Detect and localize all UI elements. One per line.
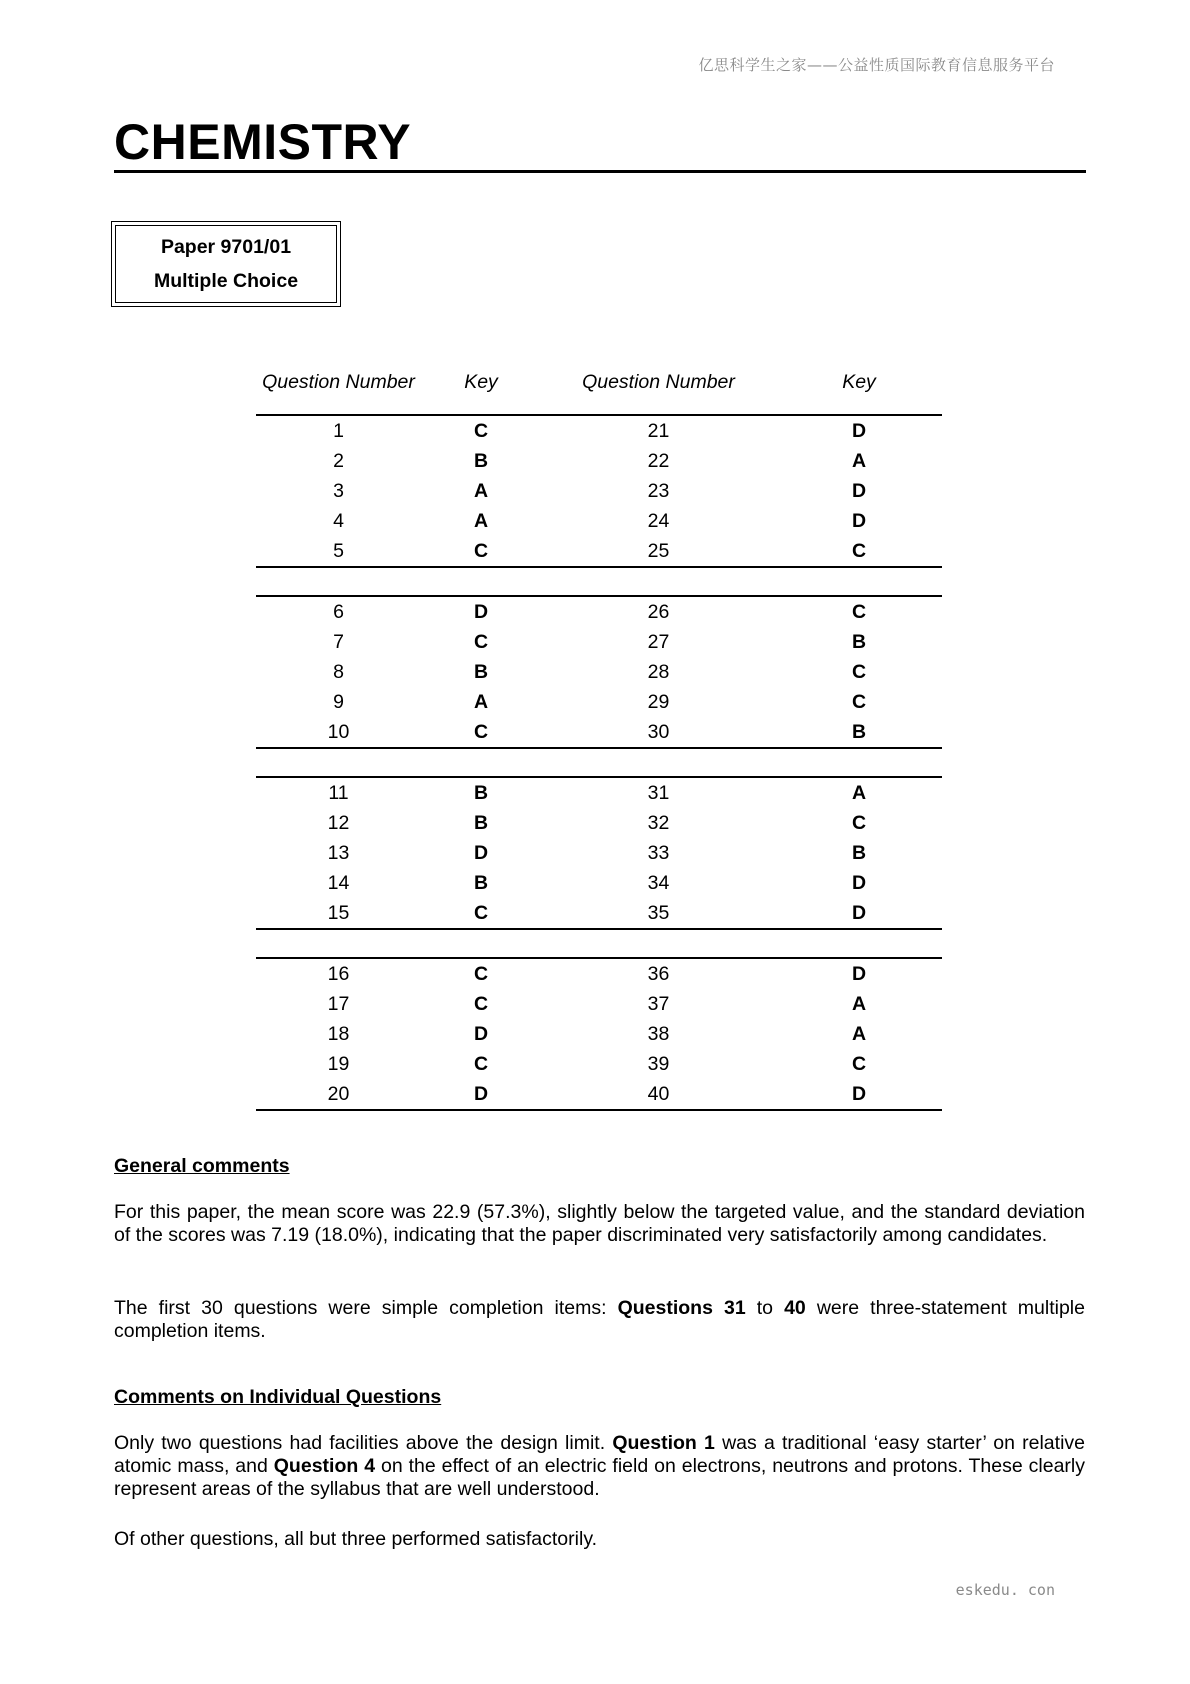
- answer-key-cell: D: [851, 420, 867, 442]
- answer-key-cell: A: [851, 993, 867, 1015]
- question-number-cell: 15: [256, 898, 421, 929]
- answer-key-cell: C: [851, 812, 867, 834]
- answer-key-cell: A: [851, 450, 867, 472]
- question-number-cell: 2: [333, 450, 344, 472]
- answer-key-row: [256, 898, 942, 929]
- question-number-cell: 17: [327, 993, 350, 1015]
- footer-watermark: eskedu. con: [955, 1581, 1055, 1599]
- answer-key-cell: C: [421, 717, 541, 748]
- question-number-cell: 30: [541, 717, 776, 748]
- spacer-cell: [256, 929, 942, 958]
- answer-key-cell: C: [421, 898, 541, 929]
- answer-key-cell: C: [776, 596, 942, 627]
- question-number-cell: 31: [541, 777, 776, 808]
- question-number-cell: 20: [256, 1079, 421, 1110]
- answer-key-cell: C: [473, 420, 489, 442]
- answer-key-row: [256, 476, 942, 506]
- answer-key-body: [256, 415, 942, 1110]
- answer-key-cell: D: [473, 1023, 489, 1045]
- answer-key-row: [256, 536, 942, 567]
- answer-key-row: [256, 687, 942, 717]
- answer-key-row: [256, 777, 942, 808]
- answer-key-cell: C: [851, 661, 867, 683]
- answer-key-cell: A: [473, 480, 489, 502]
- general-comments-para-1: For this paper, the mean score was 22.9 (57.3%), slightly below the targeted value, and the standard deviation of the scores was 7.19 (18.0%), indicating that the paper discriminated very satisfactorily among candidates.: [114, 1201, 1085, 1246]
- question-number-cell: 24: [647, 510, 670, 532]
- spacer-cell: [256, 567, 942, 596]
- question-number-cell: 26: [541, 596, 776, 627]
- answer-key-row: [256, 596, 942, 627]
- answer-key-cell: C: [776, 536, 942, 567]
- question-number-cell: 22: [647, 450, 670, 472]
- question-number-cell: 36: [541, 958, 776, 989]
- group-spacer-row: [256, 929, 942, 958]
- answer-key-row: [256, 958, 942, 989]
- answer-key-row: [256, 1049, 942, 1079]
- answer-key-cell: D: [776, 958, 942, 989]
- answer-key-cell: D: [851, 480, 867, 502]
- answer-key-row: [256, 838, 942, 868]
- question-number-cell: 29: [647, 691, 670, 713]
- bold-span: 40: [784, 1297, 806, 1319]
- question-number-cell: 4: [333, 510, 344, 532]
- question-number-cell: 35: [541, 898, 776, 929]
- answer-key-cell: B: [473, 872, 489, 894]
- answer-key-row: [256, 717, 942, 748]
- answer-key-cell: C: [473, 1053, 489, 1075]
- answer-key-cell: C: [421, 536, 541, 567]
- question-number-cell: 3: [333, 480, 344, 502]
- answer-key-cell: C: [473, 631, 489, 653]
- question-number-cell: 9: [333, 691, 344, 713]
- answer-key-cell: B: [421, 777, 541, 808]
- answer-key-cell: C: [421, 958, 541, 989]
- question-number-cell: 13: [327, 842, 350, 864]
- question-number-cell: 11: [256, 777, 421, 808]
- question-number-cell: 8: [333, 661, 344, 683]
- question-number-cell: 27: [647, 631, 670, 653]
- question-number-cell: 37: [647, 993, 670, 1015]
- paper-code: Paper 9701/01: [160, 236, 292, 258]
- answer-key-cell: A: [473, 510, 489, 532]
- answer-key-row: [256, 506, 942, 536]
- answer-key-cell: D: [776, 898, 942, 929]
- answer-key-cell: B: [473, 812, 489, 834]
- answer-key-header-row: [256, 350, 942, 415]
- spacer-cell: [256, 748, 942, 777]
- key-header-1: Key: [421, 350, 541, 415]
- question-number-cell: 23: [647, 480, 670, 502]
- question-number-cell: 16: [256, 958, 421, 989]
- text-span: on the effect of an electric field on electrons, neutrons and protons. These clearly represent areas of the syllabus that are well understood.: [114, 1455, 1085, 1500]
- bold-span: Question 4: [273, 1455, 376, 1477]
- page-title: CHEMISTRY: [114, 114, 412, 170]
- answer-key-cell: D: [776, 1079, 942, 1110]
- question-number-cell: 34: [647, 872, 670, 894]
- answer-key-row: [256, 415, 942, 446]
- text-span: Only two questions had facilities above the design limit.: [114, 1432, 613, 1454]
- question-number-cell: 6: [256, 596, 421, 627]
- answer-key-cell: A: [851, 1023, 867, 1045]
- individual-comments-para-1: [114, 1432, 1085, 1501]
- question-number-cell: 19: [327, 1053, 350, 1075]
- answer-key-cell: A: [473, 691, 489, 713]
- question-number-cell: 12: [327, 812, 350, 834]
- answer-key-cell: B: [473, 661, 489, 683]
- text-span: was a traditional ‘easy starter’ on relative atomic mass, and: [114, 1432, 1085, 1477]
- question-number-cell: 25: [541, 536, 776, 567]
- general-comments-heading: General comments: [114, 1155, 290, 1177]
- key-header-2: Key: [776, 350, 942, 415]
- answer-key-cell: B: [473, 450, 489, 472]
- question-number-cell: 39: [647, 1053, 670, 1075]
- question-number-cell: 1: [333, 420, 344, 442]
- question-number-cell: 10: [256, 717, 421, 748]
- text-span: were three-statement multiple completion items.: [114, 1297, 1085, 1342]
- answer-key-row: [256, 627, 942, 657]
- answer-key-cell: B: [776, 717, 942, 748]
- question-number-cell: 40: [541, 1079, 776, 1110]
- question-number-cell: 32: [647, 812, 670, 834]
- answer-key-cell: D: [473, 842, 489, 864]
- question-number-cell: 5: [256, 536, 421, 567]
- answer-key-cell: A: [776, 777, 942, 808]
- individual-comments-heading: Comments on Individual Questions: [114, 1386, 442, 1408]
- individual-comments-para-2: Of other questions, all but three performed satisfactorily.: [114, 1528, 598, 1550]
- answer-key-cell: C: [851, 1053, 867, 1075]
- answer-key-cell: D: [421, 1079, 541, 1110]
- answer-key-row: [256, 989, 942, 1019]
- bold-span: Question 1: [612, 1432, 715, 1454]
- paper-type: Multiple Choice: [153, 270, 299, 292]
- question-number-header-2: Question Number: [541, 350, 776, 415]
- answer-key-row: [256, 868, 942, 898]
- question-number-cell: 18: [327, 1023, 350, 1045]
- header-watermark: 亿思科学生之家——公益性质国际教育信息服务平台: [698, 56, 1055, 74]
- question-number-cell: 21: [647, 420, 670, 442]
- question-number-header-1: Question Number: [256, 350, 421, 415]
- answer-key-cell: D: [421, 596, 541, 627]
- answer-key-cell: C: [473, 993, 489, 1015]
- answer-key-row: [256, 1019, 942, 1049]
- text-span: to: [745, 1297, 785, 1319]
- answer-key-cell: B: [851, 631, 867, 653]
- answer-key-row: [256, 446, 942, 476]
- answer-key-row: [256, 1079, 942, 1110]
- bold-span: Questions 31: [617, 1297, 746, 1319]
- title-rule: [114, 170, 1086, 173]
- paper-info-box-inner: [115, 225, 337, 303]
- answer-key-row: [256, 657, 942, 687]
- answer-key-row: [256, 808, 942, 838]
- question-number-cell: 28: [647, 661, 670, 683]
- text-span: The first 30 questions were simple completion items:: [114, 1297, 618, 1319]
- question-number-cell: 38: [647, 1023, 670, 1045]
- group-spacer-row: [256, 748, 942, 777]
- answer-key-cell: D: [851, 510, 867, 532]
- group-spacer-row: [256, 567, 942, 596]
- question-number-cell: 33: [647, 842, 670, 864]
- answer-key-cell: D: [851, 872, 867, 894]
- answer-key-cell: B: [851, 842, 867, 864]
- answer-key-cell: C: [851, 691, 867, 713]
- general-comments-para-2: [114, 1297, 1085, 1343]
- paper-info-box: [111, 221, 341, 307]
- question-number-cell: 7: [333, 631, 344, 653]
- answer-key-table: [256, 350, 942, 1111]
- question-number-cell: 14: [327, 872, 350, 894]
